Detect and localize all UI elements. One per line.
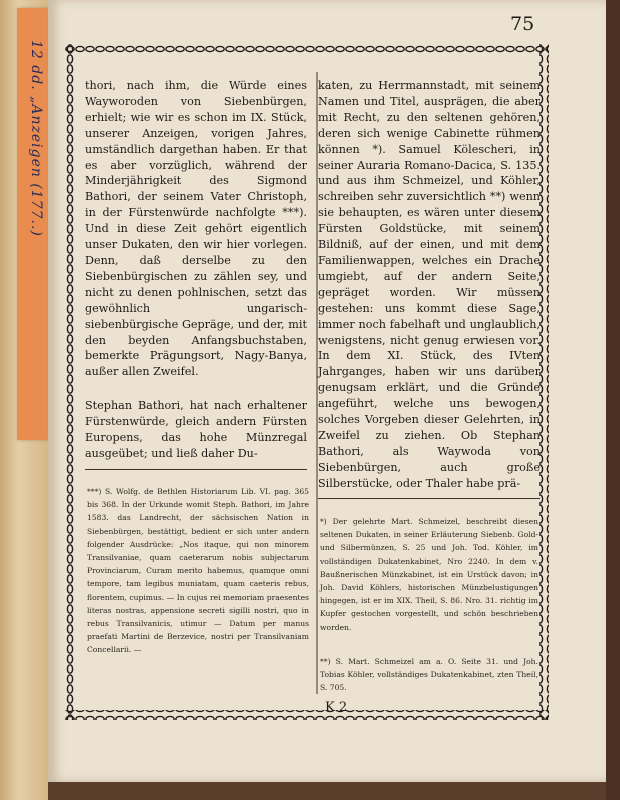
footnote-right-2: [320, 655, 538, 695]
footnote-single-star: *) Der gelehrte Mart. Schmeizel, beschreibt diesen seltenen Dukaten, in seiner Erläuterung Siebenb. Gold- und Silbermünzen, S. 25 und Joh. Tod. Köhler, im vollständigen Dukatenkabinet, Nro 2240. In dem v. Baußnerischen Münzkabinet, ist ein Urstück davon; in Joh. David Köhlers, historischen Münzbelustigungen hingegen, ist er im XIX. Theil, S. 86. Nro. 31. richtig im Kupfer gestochen vorgestellt, und schön beschrieben worden.: [320, 517, 538, 632]
left-paragraph-1: thori, nach ihm, die Würde eines Wayworoden von Siebenbürgen, erhielt; wie wir es schon im IX. Stück, unserer Anzeigen, vorigen Jahres, umständlich dargethan haben. Er that es aber vorzüglich, während der Minderjährigkeit des Sigmond Bathori, der seinem Vater Christoph, in der Fürstenwürde nachfolgte ***). Und in diese Zeit gehört eigentlich unser Dukaten, den wir hier vorlegen. Denn, daß derselbe zu den Siebenbürgischen zu zählen sey, und nicht zu denen pohlnischen, setzt das gewöhnlich ungarisch- siebenbürgische Gepräge, und der, mit den beyden Anfangsbuchstaben, bemerkte Prägungsort, Nagy-Banya, außer allen Zweifel.: [85, 79, 307, 379]
page-edge: [606, 0, 620, 800]
margin-handwriting: 12 dd. „Anzeigen (177..): [28, 40, 44, 237]
footnote-separator-right: [318, 498, 540, 499]
footnote-triple-star: ***) S. Wolfg. de Bethlen Historiarum Lib. VI. pag. 365 bis 368. In der Urkunde womit Steph. Bathori, im Jahre 1583. das Landrecht, der sächsischen Nation in Siebenbürgen, bestättigt, bedient er sich unter andern folgender Ausdrücke: „Nos itaque, qui non minorem Transilvaniae, quam caeterarum nobis subjectarum Provinciarum, Curam merito habemus, quamque omni tempore, tam legibus muniatam, quam caeteris rebus, florentem, cupimus. — In cujus rei memoriam praesentes literas nostras, appensione secreti sigilli nostri, quo in rebus Transilvanicis, utimur — Datum per manus praefati Martini de Berzevice, nostri per Transilvaniam Concellarii. —: [87, 487, 309, 655]
footnote-right-1: [320, 515, 538, 634]
right-column: [318, 78, 540, 492]
left-paragraph-2: Stephan Bathori, hat nach erhaltener Fürstenwürde, gleich andern Fürsten Europens, das hohe Münzregal ausgeübet; und ließ daher Du-: [85, 399, 307, 460]
page-bottom-shadow: [48, 782, 606, 800]
footnote-left: [87, 485, 309, 657]
footnote-separator-left: [85, 469, 307, 470]
footnote-double-star: **) S. Mart. Schmeizel am a. O. Seite 31. und Joh. Tobias Köhler, vollständiges Dukatenkabinet, zten Theil, S. 705.: [320, 657, 538, 693]
printer-signature-mark: K 2: [325, 700, 348, 715]
left-column: [85, 78, 307, 462]
page-number: 75: [510, 13, 535, 35]
right-paragraph-1: katen, zu Herrmannstadt, mit seinem Namen und Titel, ausprägen, die aber mit Recht, zu den seltenen gehören, deren sich wenige Cabinette rühmen können *). Samuel Kölescheri, in seiner Auraria Romano-Dacica, S. 135. und aus ihm Schmeizel, und Köhler, schreiben sehr zuversichtlich **) wenn sie behaupten, es wären unter diesem Fürsten Goldstücke, mit seinem Bildniß, auf der einen, und mit dem Familienwappen, welches ein Drache umgiebt, auf der andern Seite, gepräget worden. Wir müssen gestehen: uns kommt diese Sage, immer noch fabelhaft und unglaublich, wenigstens, nicht genug erwiesen vor. In dem XI. Stück, des IVten Jahrganges, haben wir uns darüber genugsam erklärt, und die Gründe angeführt, welche uns bewogen, solches Vorgeben dieser Gelehrten, in Zweifel zu ziehen. Ob Stephan Bathori, als Waywoda von Siebenbürgen, auch große Silberstücke, oder Thaler habe prä-: [318, 79, 540, 490]
